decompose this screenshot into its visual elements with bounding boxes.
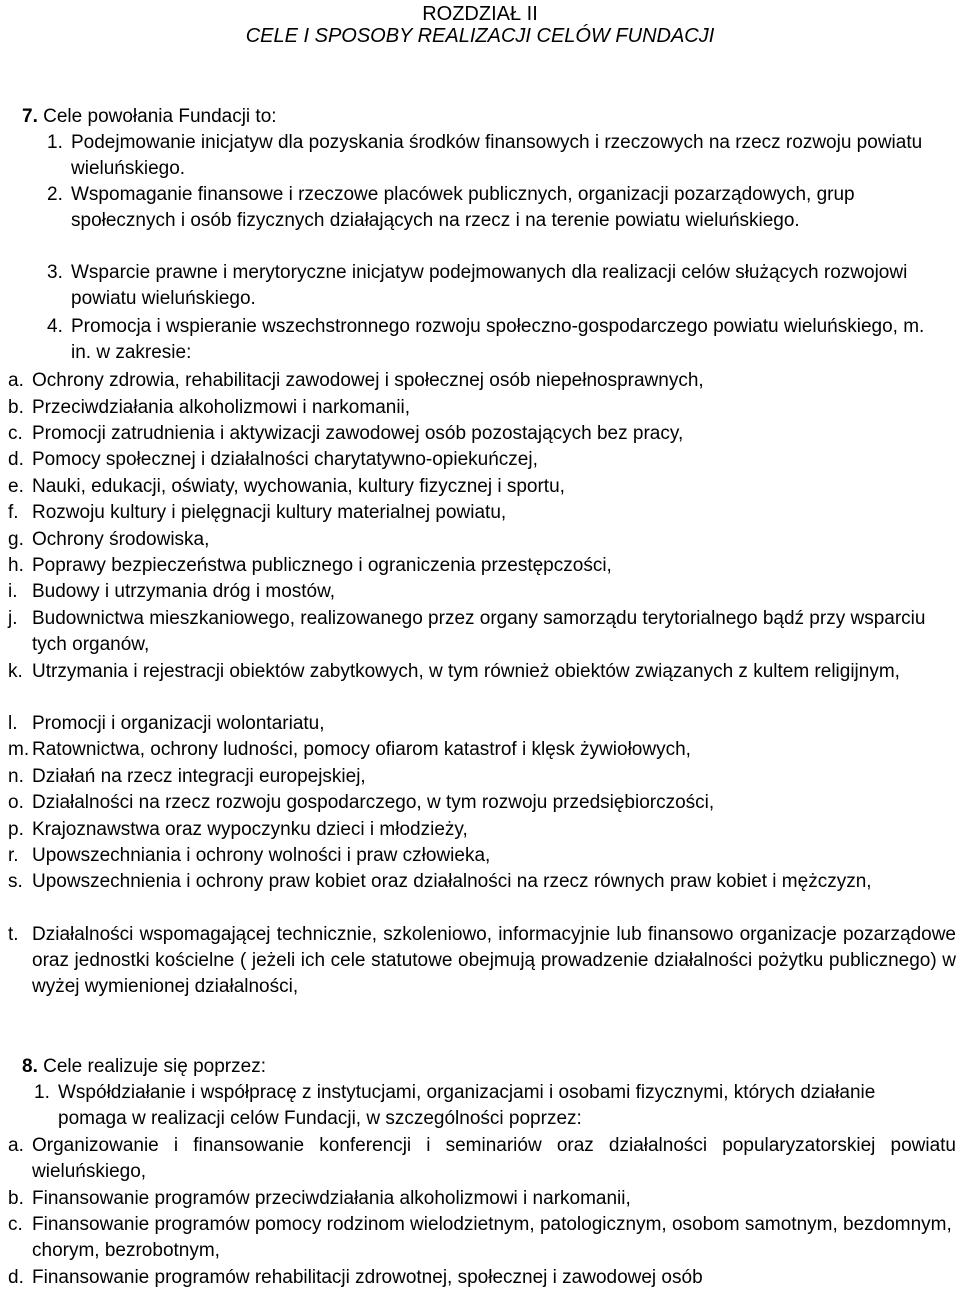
list-text: Finansowanie programów rehabilitacji zdrowotnej, społecznej i zawodowej osób <box>32 1267 703 1288</box>
list-item <box>47 130 927 182</box>
list-item <box>8 395 956 421</box>
list-marker: t. <box>8 924 19 945</box>
list-marker: b. <box>8 397 24 418</box>
list-text: Finansowanie programów przeciwdziałania alkoholizmowi i narkomanii, <box>32 1188 631 1209</box>
list-item <box>8 447 956 473</box>
list-marker: a. <box>8 370 24 391</box>
list-text: Ochrony zdrowia, rehabilitacji zawodowej i społecznej osób niepełnosprawnych, <box>32 370 704 391</box>
list-text: Rozwoju kultury i pielęgnacji kultury materialnej powiatu, <box>32 502 507 523</box>
section-7-intro: Cele powołania Fundacji to: <box>43 106 277 127</box>
list-text: Promocji i organizacji wolontariatu, <box>32 713 325 734</box>
list-text: Upowszechniania i ochrony wolności i praw człowieka, <box>32 845 491 866</box>
list-text: Działalności na rzecz rozwoju gospodarczego, w tym rozwoju przedsiębiorczości, <box>32 792 715 813</box>
list-item <box>8 843 956 869</box>
list-text: Przeciwdziałania alkoholizmowi i narkomanii, <box>32 397 411 418</box>
list-item <box>8 606 956 658</box>
list-text: Nauki, edukacji, oświaty, wychowania, kultury fizycznej i sportu, <box>32 476 565 497</box>
list-text: Wspomaganie finansowe i rzeczowe placówek publicznych, organizacji pozarządowych, grup społecznych i osób fizycznych działających na rzecz i na terenie powiatu wieluńskiego. <box>71 184 855 231</box>
list-item <box>47 182 927 234</box>
list-marker: f. <box>8 502 19 523</box>
list-text: Upowszechnienia i ochrony praw kobiet oraz działalności na rzecz równych praw kobiet i mężczyzn, <box>32 871 872 892</box>
list-marker: m. <box>8 739 30 760</box>
list-text: Promocja i wspieranie wszechstronnego rozwoju społeczno-gospodarczego powiatu wieluńskiego, m. in. w zakresie: <box>71 316 925 363</box>
list-item <box>8 922 956 1000</box>
list-text: Utrzymania i rejestracji obiektów zabytkowych, w tym również obiektów związanych z kultem religijnym, <box>32 661 900 682</box>
list-text: Poprawy bezpieczeństwa publicznego i ograniczenia przestępczości, <box>32 555 612 576</box>
chapter-subtitle: CELE I SPOSOBY REALIZACJI CELÓW FUNDACJI <box>245 25 715 47</box>
section-8-intro: Cele realizuje się poprzez: <box>43 1056 266 1077</box>
list-item <box>8 579 956 605</box>
list-marker: 1. <box>34 1082 50 1103</box>
list-marker: 4. <box>47 316 63 337</box>
list-marker: 1. <box>47 132 63 153</box>
list-marker: 2. <box>47 184 63 205</box>
list-marker: k. <box>8 661 23 682</box>
list-marker: c. <box>8 1214 23 1235</box>
list-marker: h. <box>8 555 24 576</box>
list-marker: c. <box>8 423 23 444</box>
list-item <box>8 817 956 843</box>
list-text: Budownictwa mieszkaniowego, realizowanego przez organy samorządu terytorialnego bądź przy wsparciu tych organów, <box>32 608 926 655</box>
list-item <box>47 260 927 312</box>
list-item <box>8 527 956 553</box>
list-text: Ratownictwa, ochrony ludności, pomocy ofiarom katastrof i klęsk żywiołowych, <box>32 739 691 760</box>
list-item <box>8 869 956 895</box>
list-marker: b. <box>8 1188 24 1209</box>
list-item <box>8 764 956 790</box>
list-marker: d. <box>8 449 24 470</box>
section-8-heading <box>22 1054 266 1080</box>
list-item <box>8 368 956 394</box>
list-item <box>8 711 956 737</box>
list-text: Budowy i utrzymania dróg i mostów, <box>32 581 336 602</box>
chapter-title: ROZDZIAŁ II <box>422 3 538 25</box>
list-item <box>8 790 956 816</box>
list-text: Organizowanie i finansowanie konferencji i seminariów oraz działalności popularyzatorskiej powiatu wieluńskiego, <box>32 1135 956 1182</box>
list-marker: g. <box>8 529 24 550</box>
list-text: Pomocy społecznej i działalności charytatywno-opiekuńczej, <box>32 449 538 470</box>
list-item <box>8 1265 956 1291</box>
list-item <box>8 500 956 526</box>
section-7-number: 7. <box>22 106 38 127</box>
list-marker: d. <box>8 1267 24 1288</box>
list-item <box>8 737 956 763</box>
list-item <box>8 659 956 685</box>
list-marker: 3. <box>47 262 63 283</box>
list-item <box>8 1212 956 1264</box>
list-marker: e. <box>8 476 24 497</box>
list-text: Działalności wspomagającej technicznie, szkoleniowo, informacyjnie lub finansowo organizacje pozarządowe oraz jednostki kościelne ( jeżeli ich cele statutowe obejmują prowadzenie działalności pożytku publicznego) w wyżej wymienionej działalności, <box>32 924 956 997</box>
list-text: Współdziałanie i współpracę z instytucjami, organizacjami i osobami fizycznymi, których działanie pomaga w realizacji celów Fundacji, w szczególności poprzez: <box>58 1082 876 1129</box>
list-item <box>34 1080 934 1132</box>
list-marker: n. <box>8 766 24 787</box>
list-marker: o. <box>8 792 24 813</box>
list-item <box>8 1133 956 1185</box>
list-marker: s. <box>8 871 23 892</box>
list-item <box>8 421 956 447</box>
list-item <box>8 474 956 500</box>
list-item <box>47 314 927 366</box>
section-8-number: 8. <box>22 1056 38 1077</box>
list-text: Promocji zatrudnienia i aktywizacji zawodowej osób pozostających bez pracy, <box>32 423 684 444</box>
list-item <box>8 553 956 579</box>
list-marker: r. <box>8 845 19 866</box>
list-text: Wsparcie prawne i merytoryczne inicjatyw podejmowanych dla realizacji celów służących rozwojowi powiatu wieluńskiego. <box>71 262 908 309</box>
list-marker: a. <box>8 1135 24 1156</box>
list-marker: i. <box>8 581 18 602</box>
list-text: Krajoznawstwa oraz wypoczynku dzieci i młodzieży, <box>32 819 468 840</box>
section-7-heading <box>22 104 277 130</box>
list-marker: j. <box>8 608 18 629</box>
list-marker: l. <box>8 713 18 734</box>
list-marker: p. <box>8 819 24 840</box>
list-text: Finansowanie programów pomocy rodzinom wielodzietnym, patologicznym, osobom samotnym, bezdomnym, chorym, bezrobotnym, <box>32 1214 952 1261</box>
list-text: Działań na rzecz integracji europejskiej, <box>32 766 366 787</box>
list-item <box>8 1186 956 1212</box>
list-text: Podejmowanie inicjatyw dla pozyskania środków finansowych i rzeczowych na rzecz rozwoju powiatu wieluńskiego. <box>71 132 923 179</box>
list-text: Ochrony środowiska, <box>32 529 210 550</box>
